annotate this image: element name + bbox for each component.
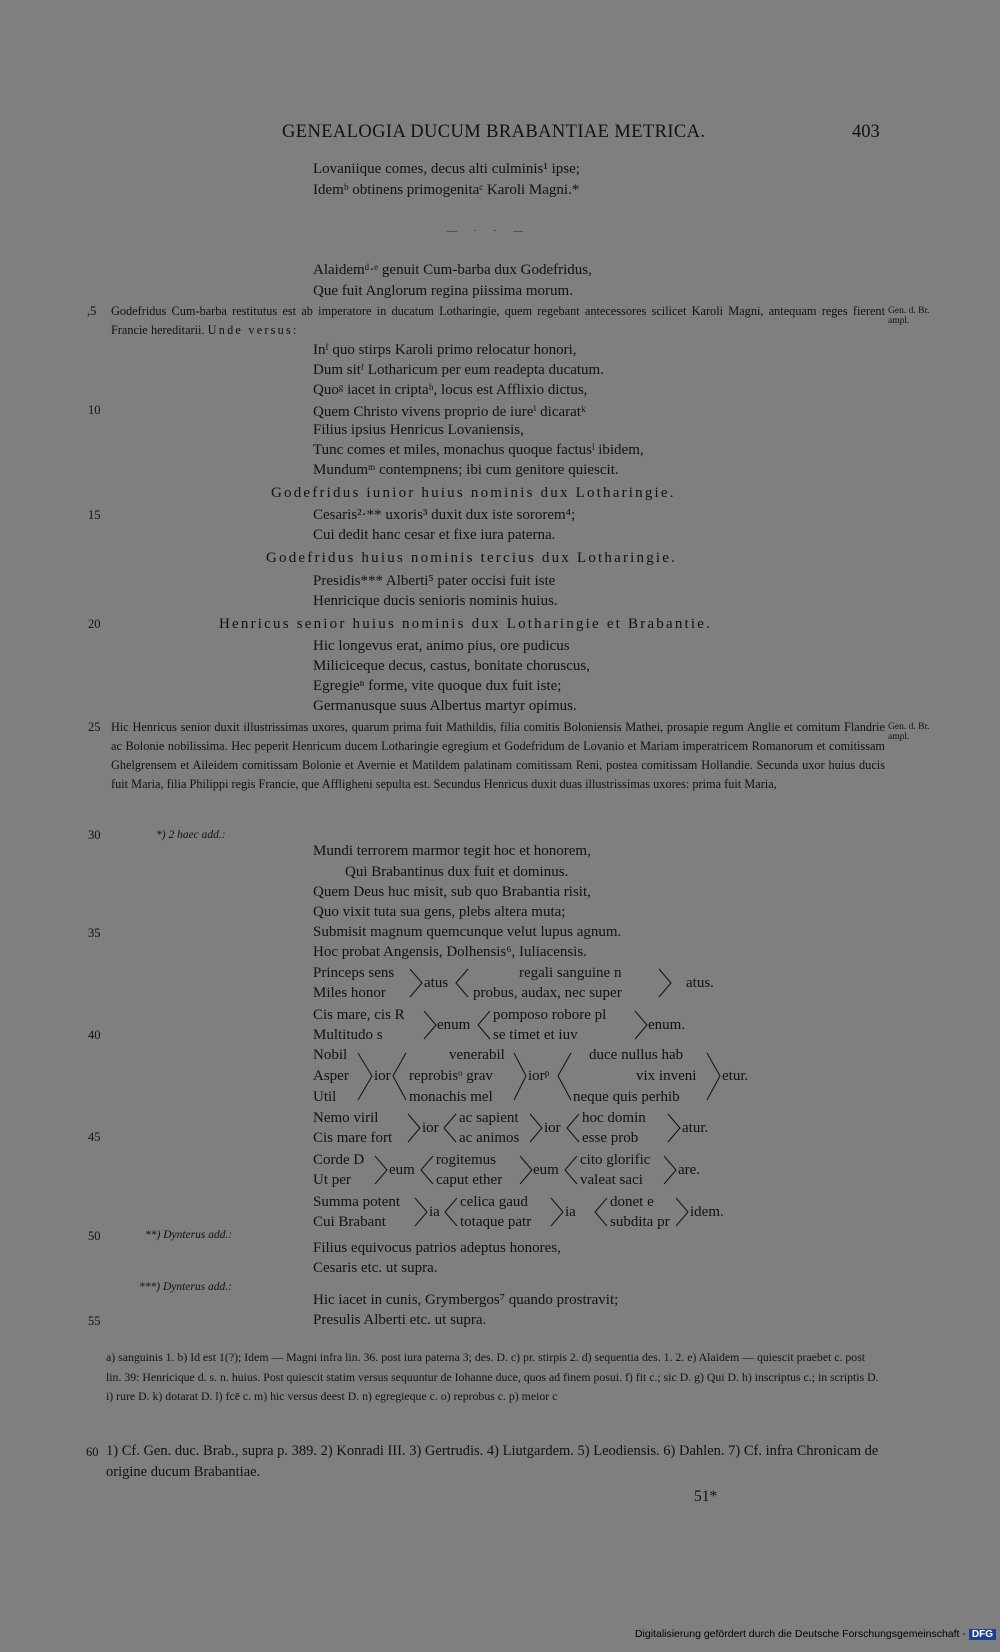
verse-line: Egregieⁿ forme, vite quoque dux fuit iste; (313, 678, 562, 694)
puzzle-text: iorᵖ (528, 1068, 550, 1084)
bracket-diverge (478, 1011, 490, 1039)
editor-note: **) Dynterus add.: (145, 1229, 233, 1241)
prose-tail: Unde versus: (207, 323, 299, 337)
editor-note: *) 2 haec add.: (156, 829, 226, 841)
verse-line: Mundi terrorem marmor tegit hoc et honorem, (313, 843, 591, 859)
puzzle-text: se timet et iuv (493, 1027, 578, 1043)
verse-line: Miliciceque decus, castus, bonitate choruscus, (313, 658, 591, 674)
line-number: 50 (88, 1229, 101, 1243)
bracket-diverge (456, 969, 468, 997)
verse-line: Henricique ducis senioris nominis huius. (313, 593, 558, 609)
puzzle-text: eum (533, 1162, 559, 1178)
section-ornament: — · · — (447, 226, 531, 237)
bracket-converge (415, 1198, 427, 1226)
verse-line: Tunc comes et miles, monachus quoque factusˡ ibidem, (313, 442, 644, 458)
puzzle-text: ac animos (459, 1130, 520, 1146)
source-footnotes: 1) Cf. Gen. duc. Brab., supra p. 389. 2) Konradi III. 3) Gertrudis. 4) Liutgardem. 5) Leodiensis. 6) Dahlen. 7) Cf. infra Chronicam de origine ducum Brabantiae. (106, 1443, 879, 1480)
puzzle-text: esse prob (582, 1130, 639, 1146)
running-title: GENEALOGIA DUCUM BRABANTIAE METRICA. (282, 122, 706, 142)
puzzle-text: caput ether (436, 1172, 503, 1188)
bracket-converge (358, 1053, 372, 1100)
editor-note: ***) Dynterus add.: (139, 1281, 232, 1293)
puzzle-text: Util (313, 1089, 337, 1105)
puzzle-text: donet e (610, 1194, 654, 1210)
prose-paragraph: Hic Henricus senior duxit illustrissimas uxores, quarum prima fuit Mathildis, filia comitis Boloniensis Mathei, prosapie regum Anglie et comitum Flandrie ac Bolonie nobilissima. Hec peperit Henricum ducem Lotharingie egregium et Godefridum de Lovanio et Mariam imperatricem Romanorum et comitissam Ghelgrensem et Aileidem comitissam Bolonie et Avernie et Matildem palatinam comitissam Reni, postea comitissam Hollandie. Secunda uxor huius ducis fuit Maria, filia Philippi regis Francie, que Affligheni sepulta est. Secundus Henricus duxit duas illustrissimas uxores: prima fuit Maria, (111, 720, 885, 791)
verse-line: Cesaris²·** uxoris³ duxit dux iste sororem⁴; (313, 507, 576, 523)
puzzle-text: pomposo robore pl (493, 1007, 607, 1023)
bracket-converge (520, 1156, 532, 1184)
verse-line: Quoᵍ iacet in criptaʰ, locus est Afflixio dictus, (313, 382, 588, 398)
puzzle-text: cito glorific (580, 1152, 651, 1168)
bracket-converge (424, 1011, 436, 1039)
puzzle-text: ia (565, 1204, 576, 1220)
puzzle-text: valeat saci (580, 1172, 643, 1188)
line-number: 20 (88, 617, 101, 631)
verse-line: Alaidemᵈ·ᵉ genuit Cum-barba dux Godefridus, (313, 262, 592, 278)
verse-line: Que fuit Anglorum regina piissima morum. (313, 283, 573, 299)
puzzle-text: Cui Brabant (313, 1214, 386, 1230)
bracket-diverge (565, 1156, 577, 1184)
puzzle-text: enum (437, 1017, 471, 1033)
verse-line: Quem Christo vivens proprio de iureⁱ dicaratᵏ (313, 404, 586, 420)
puzzle-text: Cis mare fort (313, 1130, 393, 1146)
line-number: 45 (88, 1130, 101, 1144)
puzzle-text: atur. (682, 1120, 709, 1136)
puzzle-text: subdita pr (610, 1214, 670, 1230)
line-number: 55 (88, 1314, 101, 1328)
bracket-diverge (393, 1053, 406, 1100)
bracket-diverge (595, 1198, 607, 1226)
puzzle-text: regali sanguine n (519, 965, 622, 981)
verse-line: Hic longevus erat, animo pius, ore pudicus (313, 638, 570, 654)
puzzle-text: ior (374, 1068, 391, 1084)
verse-line: Presidis*** Alberti⁵ pater occisi fuit iste (313, 573, 556, 589)
verse-line: Lovaniique comes, decus alti culminis¹ ipse; (313, 161, 580, 177)
digitization-credit: Digitalisierung gefördert durch die Deutsche Forschungsgemeinschaft - DFG (635, 1628, 996, 1640)
verse-line: Cui dedit hanc cesar et fixe iura paterna. (313, 527, 556, 543)
line-number: ,5 (87, 304, 97, 318)
bracket-converge (514, 1053, 526, 1100)
puzzle-text: ior (544, 1120, 561, 1136)
verse-line: Filius equivocus patrios adeptus honores, (313, 1240, 561, 1256)
bracket-diverge (444, 1114, 456, 1142)
puzzle-text: Summa potent (313, 1194, 401, 1210)
verse-line: Qui Brabantinus dux fuit et dominus. (345, 864, 569, 880)
line-number: 25 (88, 720, 101, 734)
prose-paragraph: Godefridus Cum-barba restitutus est ab imperatore in ducatum Lotharingie, quem regebant antecessores scilicet Karoli Magni, antequam reges fierent Francie hereditarii. Unde versus: (111, 304, 885, 337)
puzzle-text: rogitemus (436, 1152, 496, 1168)
bracket-converge (530, 1114, 542, 1142)
section-heading: Henricus senior huius nominis dux Lotharingie et Brabantie. (219, 616, 713, 632)
puzzle-text: neque quis perhib (573, 1089, 680, 1105)
bracket-converge (668, 1114, 680, 1142)
puzzle-text: Cis mare, cis R (313, 1007, 405, 1023)
puzzle-text: eum (389, 1162, 415, 1178)
puzzle-text: duce nullus hab (589, 1047, 684, 1063)
bracket-converge (659, 969, 671, 997)
puzzle-text: venerabil (449, 1047, 505, 1063)
verse-line: Presulis Alberti etc. ut supra. (313, 1312, 487, 1328)
puzzle-text: ac sapient (459, 1110, 519, 1126)
line-number: 15 (88, 508, 101, 522)
section-heading: Godefridus huius nominis tercius dux Lotharingie. (266, 550, 678, 566)
bracket-converge (375, 1156, 387, 1184)
puzzle-text: Multitudo s (313, 1027, 383, 1043)
bracket-diverge (567, 1114, 579, 1142)
puzzle-text: Miles honor (313, 985, 386, 1001)
bracket-diverge (445, 1198, 457, 1226)
bracket-converge (408, 1114, 420, 1142)
verse-line: Submisit magnum quemcunque velut lupus agnum. (313, 924, 622, 940)
section-heading: Godefridus iunior huius nominis dux Lotharingie. (271, 485, 676, 501)
margin-note: Gen. d. Br. ampl. (888, 722, 930, 742)
bracket-diverge (558, 1053, 571, 1100)
bracket-diverge (421, 1156, 433, 1184)
puzzle-text: Princeps sens (313, 965, 395, 981)
line-number: 40 (88, 1028, 101, 1042)
puzzle-text: hoc domin (582, 1110, 646, 1126)
puzzle-text: are. (678, 1162, 701, 1178)
puzzle-text: Nobil (313, 1047, 348, 1063)
bracket-converge (676, 1198, 688, 1226)
verse-line: Dum sitᶠ Lotharicum per eum readepta ducatum. (313, 362, 604, 378)
verse-line: Quem Deus huc misit, sub quo Brabantia risit, (313, 884, 591, 900)
puzzle-text: probus, audax, nec super (473, 985, 622, 1001)
puzzle-text: monachis mel (409, 1089, 493, 1105)
puzzle-text: celica gaud (460, 1194, 528, 1210)
line-number: 10 (88, 403, 101, 417)
page-number: 403 (852, 122, 880, 142)
puzzle-text: Ut per (313, 1172, 351, 1188)
bracket-converge (410, 969, 422, 997)
line-number: 35 (88, 926, 101, 940)
verse-line: Mundumᵐ contempnens; ibi cum genitore quiescit. (313, 462, 619, 478)
bracket-converge (707, 1053, 720, 1100)
puzzle-text: idem. (690, 1204, 724, 1220)
puzzle-text: vix inveni (636, 1068, 697, 1084)
verse-line: Hic iacet in cunis, Grymbergos⁷ quando prostravit; (313, 1292, 619, 1308)
line-number: 60 (86, 1445, 99, 1459)
verse-line: Germanusque suus Albertus martyr opimus. (313, 698, 577, 714)
verse-line: Filius ipsius Henricus Lovaniensis, (313, 422, 524, 438)
puzzle-text: totaque patr (460, 1214, 532, 1230)
margin-note: Gen. d. Br. ampl. (888, 306, 930, 326)
puzzle-text: Corde D (313, 1152, 365, 1168)
puzzle-text: ior (422, 1120, 439, 1136)
line-number: 30 (88, 828, 101, 842)
signature-mark: 51* (694, 1488, 718, 1505)
puzzle-text: ia (429, 1204, 440, 1220)
verse-line: Cesaris etc. ut supra. (313, 1260, 438, 1276)
puzzle-text: reprobisᵒ grav (409, 1068, 493, 1084)
apparatus-footnotes: a) sanguinis 1. b) Id est 1(?); Idem — Magni infra lin. 36. post iura paterna 3; des. D. c) pr. stirpis 2. d) sequentia des. 1. 2. e) Alaidem — quiescit praebet c. post lin. 39: Henricique d. s. n. huius. Post quiescit statim versus sequuntur de Iohanne duce, quos ad finem posui. f) fit c.; sic D. g) Qui D. h) inscriptus c.; in scriptis D. i) rure D. k) dotarat D. l) fcē c. m) hic versus deest D. n) egregieque c. o) reprobus c. p) meior c (106, 1350, 879, 1403)
puzzle-text: atus. (686, 975, 714, 991)
puzzle-text: Asper (313, 1068, 349, 1084)
puzzle-text: atus (424, 975, 449, 991)
bracket-converge (664, 1156, 676, 1184)
verse-line: Idemᵇ obtinens primogenitaᶜ Karoli Magni.* (313, 182, 580, 198)
puzzle-text: enum. (648, 1017, 686, 1033)
bracket-converge (635, 1011, 647, 1039)
verse-line: Quo vixit tuta sua gens, plebs altera muta; (313, 904, 566, 920)
verse-line: Inᶠ quo stirps Karoli primo relocatur honori, (313, 342, 577, 358)
bracket-converge (551, 1198, 563, 1226)
puzzle-text: Nemo viril (313, 1110, 379, 1126)
verse-line: Hoc probat Angensis, Dolhensis⁶, Iuliacensis. (313, 944, 587, 960)
puzzle-text: etur. (722, 1068, 749, 1084)
dfg-logo: DFG (969, 1629, 996, 1640)
